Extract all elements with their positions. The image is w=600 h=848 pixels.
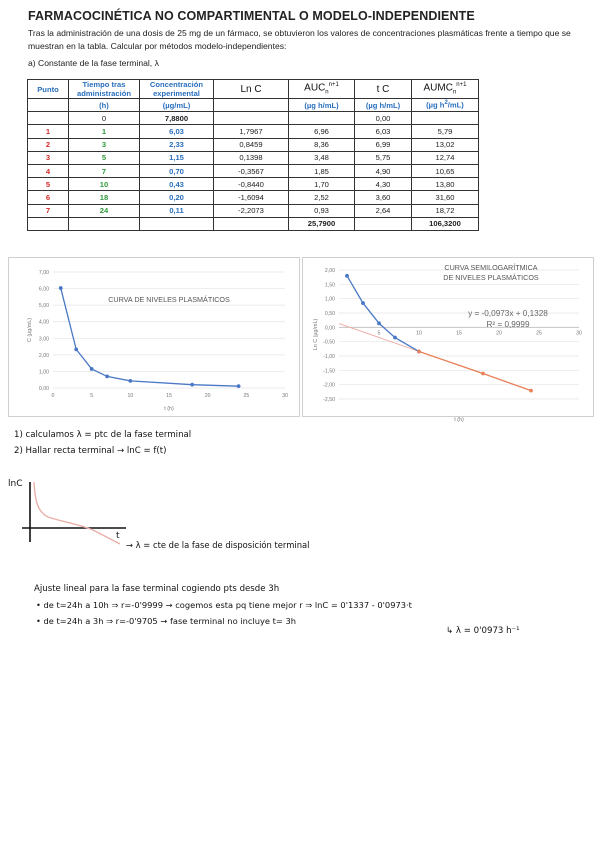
col-header-punto: Punto (28, 80, 69, 99)
cell-ln: -0,8440 (214, 178, 289, 191)
cell-ln: 0,8459 (214, 138, 289, 151)
cell-conc: 1,15 (140, 151, 214, 164)
x-tick-label: 15 (456, 330, 462, 337)
chart-title: CURVA DE NIVELES PLASMÁTICOS (108, 295, 230, 304)
terminal-phase-sketch (8, 472, 338, 560)
table-row (28, 138, 479, 151)
cell-conc: 0,43 (140, 178, 214, 191)
x-tick-label: 10 (416, 330, 422, 337)
y-tick-label: 3,00 (38, 336, 49, 343)
x-tick-label: 5 (377, 330, 381, 337)
adjust-title: Ajuste lineal para la fase terminal cogiendo pts desde 3h (34, 584, 280, 594)
cell-time: 7 (69, 164, 140, 177)
cell-conc: 2,33 (140, 138, 214, 151)
plasma-level-chart-svg (9, 258, 299, 416)
cell-conc: 7,8800 (140, 112, 214, 125)
cell-aumc: 10,65 (412, 164, 479, 177)
cell-time: 24 (69, 204, 140, 217)
cell-punto: 6 (28, 191, 69, 204)
data-point (481, 372, 485, 376)
y-axis-label: Ln C (µg/mL) (313, 318, 319, 351)
table-totals-row (28, 217, 479, 230)
y-tick-label: 2,00 (38, 352, 49, 359)
handwritten-step-1: 1) calculamos λ = ptc de la fase terminal (14, 430, 192, 440)
cell-time: 18 (69, 191, 140, 204)
cell-punto: 5 (28, 178, 69, 191)
cell-auc: 2,52 (289, 191, 355, 204)
sketch-x-label: t (116, 531, 120, 541)
table-row (28, 178, 479, 191)
col-header-time: Tiempo tras administración (69, 80, 140, 99)
col-header-auc: $AUC_n^{n+1}$ (289, 80, 355, 99)
total-auc: 25,7900 (289, 217, 355, 230)
cell-auc: 8,36 (289, 138, 355, 151)
data-point (417, 350, 421, 354)
x-tick-label: 5 (90, 393, 94, 399)
cell-auc: 1,70 (289, 178, 355, 191)
data-point (345, 274, 349, 278)
cell-ln: -0,3567 (214, 164, 289, 177)
lambda-result: ↳ λ = 0'0973 h⁻¹ (446, 626, 520, 636)
cell-punto: 2 (28, 138, 69, 151)
x-axis-label: t (h) (454, 417, 464, 423)
x-tick-label: 20 (496, 330, 502, 337)
data-point (237, 384, 241, 388)
cell-auc: 6,96 (289, 125, 355, 138)
unit-auc: (µg h/mL) (289, 99, 355, 112)
data-point (361, 301, 365, 305)
sketch-y-label: lnC (8, 479, 23, 489)
cell-time: 5 (69, 151, 140, 164)
y-tick-label: 4,00 (38, 319, 49, 326)
cell-auc: 1,85 (289, 164, 355, 177)
data-point (105, 375, 109, 379)
cell-time: 0 (69, 112, 140, 125)
cell-aumc: 31,60 (412, 191, 479, 204)
series-line (347, 276, 419, 352)
table-row (28, 125, 479, 138)
cell-tc: 3,60 (355, 191, 412, 204)
col-header-aumc: $AUMC_n^{n+1}$ (412, 80, 479, 99)
cell-tc: 4,30 (355, 178, 412, 191)
cell-tc: 5,75 (355, 151, 412, 164)
plasma-level-chart (8, 257, 300, 417)
r-squared: R² = 0,9999 (486, 320, 530, 329)
sketch-note: → λ = cte de la fase de disposición terminal (126, 540, 310, 550)
cell-punto (28, 112, 69, 125)
adjust-bullet-2: • de t=24h a 3h ⇒ r=-0'9705 → fase terminal no incluye t= 3h (36, 616, 296, 626)
y-tick-label: 0,00 (38, 386, 49, 392)
cell-time: 1 (69, 125, 140, 138)
cell-aumc: 12,74 (412, 151, 479, 164)
data-point (74, 347, 78, 351)
x-tick-label: 10 (127, 393, 134, 399)
x-axis-label: t (h) (164, 406, 174, 412)
y-tick-label: 0,50 (324, 311, 335, 317)
cell-punto: 4 (28, 164, 69, 177)
cell-ln (214, 112, 289, 125)
cell-punto: 3 (28, 151, 69, 164)
x-tick-label: 15 (166, 393, 172, 399)
cell-tc: 6,99 (355, 138, 412, 151)
table-row (28, 191, 479, 204)
col-header-tc: t C (355, 80, 412, 99)
unit-tc: (µg h/mL) (355, 99, 412, 112)
table-row (28, 164, 479, 177)
cell-auc (289, 112, 355, 125)
y-tick-label: 1,50 (324, 282, 335, 289)
semilog-chart (302, 257, 594, 423)
data-point (377, 321, 381, 325)
y-tick-label: 0,00 (324, 325, 335, 332)
cell-time: 10 (69, 178, 140, 191)
unit-time: (h) (69, 99, 140, 112)
table-units-row (28, 99, 479, 112)
sketch-curve (34, 482, 120, 544)
x-tick-label: 30 (282, 393, 288, 399)
unit-aumc: (µg $h^2/mL$) (412, 99, 479, 112)
cell-tc: 2,64 (355, 204, 412, 217)
x-tick-label: 20 (204, 393, 211, 399)
col-header-ln: Ln C (214, 80, 289, 99)
semilog-chart-svg (303, 258, 593, 423)
y-tick-label: -2,00 (323, 382, 335, 389)
data-point (59, 286, 63, 290)
cell-conc: 6,03 (140, 125, 214, 138)
cell-tc: 0,00 (355, 112, 412, 125)
table-row (28, 151, 479, 164)
cell-ln: 1,7967 (214, 125, 289, 138)
x-tick-label: 25 (243, 393, 250, 399)
col-header-conc: Concentración experimental (140, 80, 214, 99)
cell-ln: -2,2073 (214, 204, 289, 217)
data-point (529, 389, 533, 393)
data-point (128, 379, 132, 383)
chart-title-line-1: CURVA SEMILOGARÍTMICA (444, 263, 538, 272)
x-tick-label: 25 (536, 330, 542, 337)
cell-conc: 0,20 (140, 191, 214, 204)
unit-conc: (µg/mL) (140, 99, 214, 112)
cell-aumc (412, 112, 479, 125)
y-tick-label: 7,00 (38, 270, 49, 276)
cell-aumc: 18,72 (412, 204, 479, 217)
cell-conc: 0,11 (140, 204, 214, 217)
trendline-equation: y = -0,0973x + 0,1328 (468, 309, 548, 318)
chart-title-line-2: DE NIVELES PLASMÁTICOS (443, 273, 539, 282)
cell-ln: -1,6094 (214, 191, 289, 204)
y-tick-label: -2,50 (323, 397, 335, 403)
cell-auc: 0,93 (289, 204, 355, 217)
cell-punto: 1 (28, 125, 69, 138)
cell-aumc: 13,80 (412, 178, 479, 191)
y-tick-label: -1,50 (323, 368, 335, 375)
cell-time: 3 (69, 138, 140, 151)
y-tick-label: 1,00 (324, 296, 335, 303)
y-tick-label: 5,00 (38, 303, 49, 310)
y-tick-label: 2,00 (324, 268, 335, 274)
table-row (28, 204, 479, 217)
x-tick-label: 0 (51, 393, 55, 399)
cell-aumc: 5,79 (412, 125, 479, 138)
page-title: FARMACOCINÉTICA NO COMPARTIMENTAL O MODELO-INDEPENDIENTE (28, 9, 475, 23)
y-tick-label: -0,50 (323, 339, 335, 346)
table-header-row (28, 80, 479, 99)
pk-table (27, 79, 479, 231)
y-axis-label: C (µg/mL) (27, 317, 33, 343)
cell-tc: 4,90 (355, 164, 412, 177)
table-row (28, 112, 479, 125)
intro-paragraph: Tras la administración de una dosis de 25 mg de un fármaco, se obtuvieron los valores de concentraciones plasmáticas frente a tiempo que se muestran en la tabla. Calcular por métodos modelo-independientes: (28, 28, 571, 51)
handwritten-step-2: 2) Hallar recta terminal → lnC = f(t) (14, 446, 167, 456)
cell-tc: 6,03 (355, 125, 412, 138)
cell-auc: 3,48 (289, 151, 355, 164)
cell-conc: 0,70 (140, 164, 214, 177)
y-tick-label: -1,00 (323, 354, 335, 360)
cell-aumc: 13,02 (412, 138, 479, 151)
y-tick-label: 6,00 (38, 286, 49, 293)
cell-punto: 7 (28, 204, 69, 217)
data-point (393, 336, 397, 340)
total-aumc: 106,3200 (412, 217, 479, 230)
x-tick-label: 30 (576, 330, 582, 337)
question-a: a) Constante de la fase terminal, λ (28, 58, 159, 68)
data-point (90, 367, 94, 371)
data-point (190, 383, 194, 387)
adjust-bullet-1: • de t=24h a 10h ⇒ r=-0'9999 → cogemos esta pq tiene mejor r ⇒ lnC = 0'1337 - 0'0973·t (36, 600, 412, 610)
cell-ln: 0,1398 (214, 151, 289, 164)
y-tick-label: 1,00 (38, 369, 49, 376)
